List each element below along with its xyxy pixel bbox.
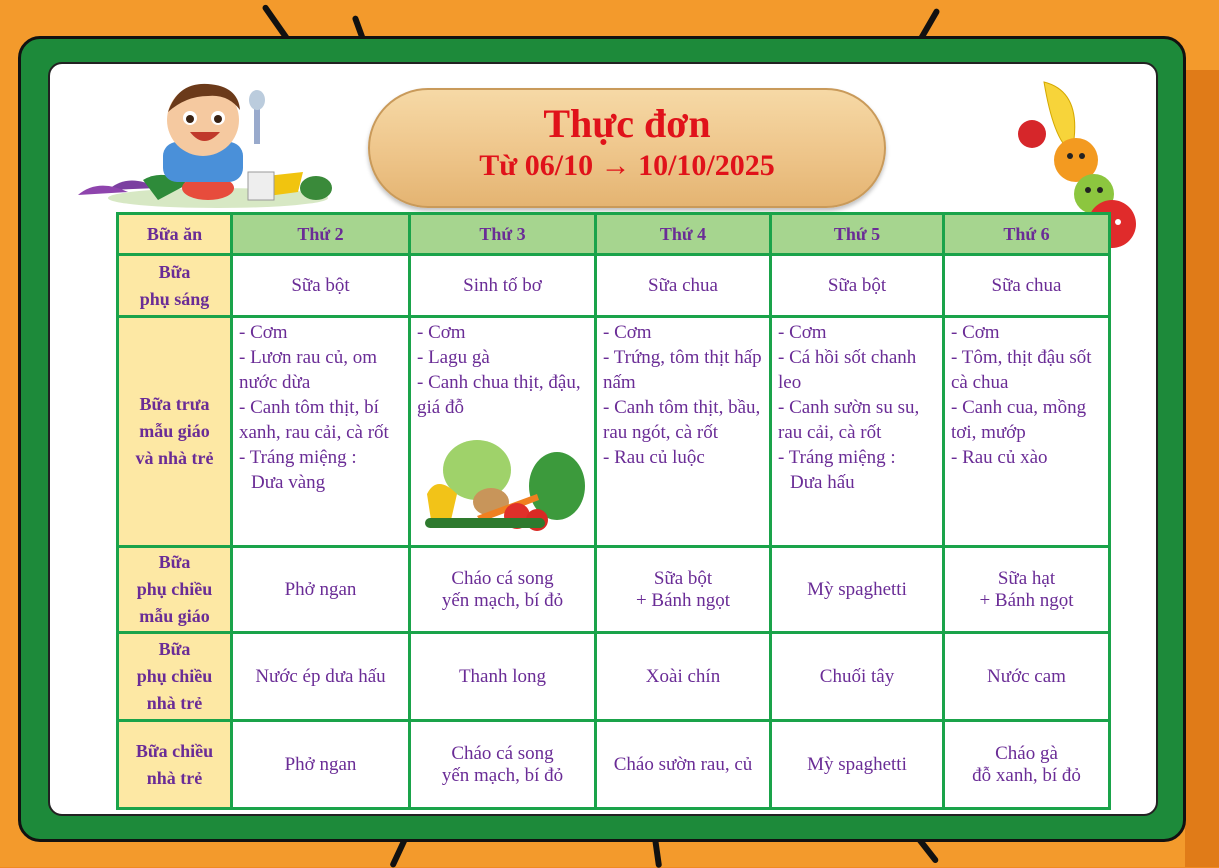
menu-cell: Sữa bột — [771, 255, 944, 317]
page-title: Thực đơn — [543, 101, 711, 146]
menu-cell: Nước cam — [944, 633, 1110, 721]
menu-cell: Cháo cá song yến mạch, bí đỏ — [410, 721, 596, 809]
menu-cell: Mỳ spaghetti — [771, 547, 944, 633]
background-shadow — [1185, 70, 1219, 867]
menu-cell: Cháo gà đỗ xanh, bí đỏ — [944, 721, 1110, 809]
meal-label: Bữa phụ sáng — [118, 255, 232, 317]
menu-cell: Nước ép dưa hấu — [232, 633, 410, 721]
menu-cell: Phở ngan — [232, 547, 410, 633]
child-eating-illustration — [68, 80, 332, 210]
table-row — [118, 317, 1110, 547]
menu-cell: Mỳ spaghetti — [771, 721, 944, 809]
page-subtitle: Từ 06/10 → 10/10/2025 — [479, 149, 775, 182]
header-day: Thứ 5 — [771, 214, 944, 255]
menu-cell: - Cơm - Cá hồi sốt chanh leo - Canh sườn su su, rau cải, cà rốt - Tráng miệng : Dưa hấu — [771, 317, 944, 547]
header-day: Thứ 4 — [596, 214, 771, 255]
menu-table — [116, 212, 1111, 810]
header-day: Thứ 6 — [944, 214, 1110, 255]
meal-label: Bữa trưa mẫu giáo và nhà trẻ — [118, 317, 232, 547]
menu-cell: Sữa bột — [232, 255, 410, 317]
menu-cell: Sinh tố bơ — [410, 255, 596, 317]
menu-cell: Chuối tây — [771, 633, 944, 721]
vegetables-illustration — [417, 434, 587, 534]
table-row — [118, 721, 1110, 809]
header-day: Thứ 3 — [410, 214, 596, 255]
menu-cell: Sữa hạt + Bánh ngọt — [944, 547, 1110, 633]
meal-label: Bữa chiều nhà trẻ — [118, 721, 232, 809]
header-day: Thứ 2 — [232, 214, 410, 255]
table-header-row — [118, 214, 1110, 255]
menu-cell: - Cơm - Lươn rau củ, om nước dừa - Canh tôm thịt, bí xanh, rau cải, cà rốt - Tráng miệng : Dưa vàng — [232, 317, 410, 547]
meal-label: Bữa phụ chiều mẫu giáo — [118, 547, 232, 633]
menu-cell: Sữa chua — [596, 255, 771, 317]
menu-cell: Sữa chua — [944, 255, 1110, 317]
menu-cell: Phở ngan — [232, 721, 410, 809]
table-row — [118, 547, 1110, 633]
header-meal: Bữa ăn — [118, 214, 232, 255]
menu-cell: - Cơm - Trứng, tôm thịt hấp nấm - Canh tôm thịt, bầu, rau ngót, cà rốt - Rau củ luộc — [596, 317, 771, 547]
menu-cell: Xoài chín — [596, 633, 771, 721]
menu-cell: Cháo sườn rau, củ — [596, 721, 771, 809]
menu-cell: Sữa bột + Bánh ngọt — [596, 547, 771, 633]
menu-cell: Cháo cá song yến mạch, bí đỏ — [410, 547, 596, 633]
menu-cell: - Cơm - Lagu gà - Canh chua thịt, đậu, giá đỗ — [410, 317, 596, 547]
table-row — [118, 255, 1110, 317]
table-row — [118, 633, 1110, 721]
menu-cell: - Cơm - Tôm, thịt đậu sốt cà chua - Canh cua, mồng tơi, mướp - Rau củ xào — [944, 317, 1110, 547]
menu-cell: Thanh long — [410, 633, 596, 721]
meal-label: Bữa phụ chiều nhà trẻ — [118, 633, 232, 721]
